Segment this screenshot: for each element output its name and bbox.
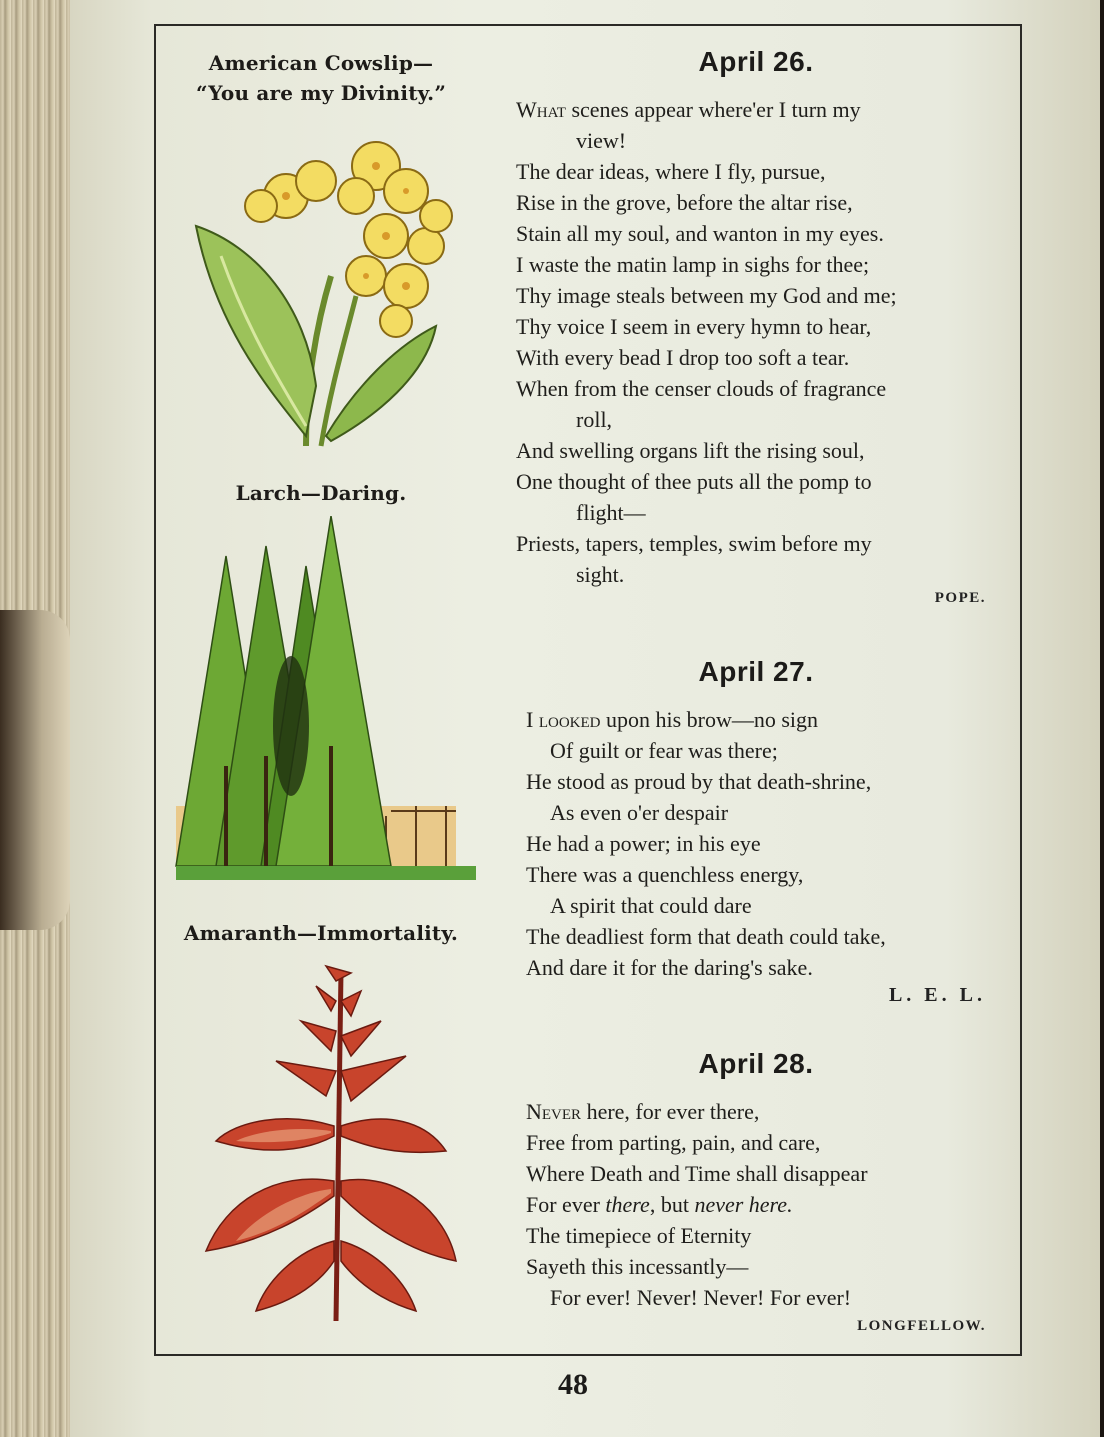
cowslip-caption-line1: American Cowslip— <box>208 51 434 75</box>
poem-line: And swelling organs lift the rising soul, <box>516 438 865 463</box>
poem-line: Thy image steals between my God and me; <box>516 283 897 308</box>
poem-line: When from the censer clouds of fragrance <box>516 376 887 401</box>
poem-line: Never here, for ever there, <box>526 1099 760 1124</box>
book-page <box>70 0 1100 1437</box>
larch-caption: Larch—Daring. <box>235 481 407 505</box>
page-number: 48 <box>558 1368 588 1401</box>
larch-illustration <box>156 516 486 896</box>
poem-april-28 <box>526 1096 1006 1313</box>
poem-line: Priests, tapers, temples, swim before my <box>516 531 872 556</box>
poem-line: Thy voice I seem in every hymn to hear, <box>516 314 872 339</box>
poem-line: The dear ideas, where I fly, pursue, <box>516 159 826 184</box>
poem-line: roll, <box>576 407 613 432</box>
poem-line: As even o'er despair <box>550 800 729 825</box>
poem-line: I looked upon his brow—no sign <box>526 707 819 732</box>
cowslip-caption <box>156 48 486 108</box>
poem-line: sight. <box>576 562 625 587</box>
poem-april-26 <box>516 94 996 590</box>
poem-line: The timepiece of Eternity <box>526 1223 752 1248</box>
page-curl <box>0 610 70 930</box>
entry-date-april-28: April 28. <box>698 1048 814 1079</box>
poem-line: For ever! Never! Never! For ever! <box>550 1285 852 1310</box>
entry-date-april-27: April 27. <box>698 656 814 687</box>
poem-line: view! <box>576 128 627 153</box>
poem-line: There was a quenchless energy, <box>526 862 804 887</box>
amaranth-illustration <box>156 961 486 1331</box>
poem-line: The deadliest form that death could take, <box>526 924 886 949</box>
poem-line: Sayeth this incessantly— <box>526 1254 749 1279</box>
author-lel: L. E. L. <box>888 984 986 1006</box>
poem-line: He had a power; in his eye <box>526 831 761 856</box>
poem-line: He stood as proud by that death-shrine, <box>526 769 872 794</box>
poem-line: Stain all my soul, and wanton in my eyes. <box>516 221 884 246</box>
illustration-column <box>156 26 486 1354</box>
poem-line: What scenes appear where'er I turn my <box>516 97 861 122</box>
cowslip-caption-line2: “You are my Divinity.” <box>195 81 447 105</box>
poem-line: flight— <box>576 500 646 525</box>
text-column <box>516 26 996 1354</box>
poem-line: Free from parting, pain, and care, <box>526 1130 821 1155</box>
poem-line: For ever there, but never here. <box>526 1192 793 1217</box>
poem-line: A spirit that could dare <box>550 893 752 918</box>
author-longfellow: LONGFELLOW. <box>857 1318 986 1334</box>
poem-line: And dare it for the daring's sake. <box>526 955 813 980</box>
amaranth-caption: Amaranth—Immortality. <box>183 921 459 945</box>
poem-line: Rise in the grove, before the altar rise, <box>516 190 853 215</box>
page-border-frame <box>154 24 1022 1356</box>
poem-line: With every bead I drop too soft a tear. <box>516 345 850 370</box>
poem-line: Of guilt or fear was there; <box>550 738 778 763</box>
entry-date-april-26: April 26. <box>698 46 814 77</box>
cowslip-illustration <box>156 136 486 456</box>
author-pope: POPE. <box>934 590 986 606</box>
poem-line: I waste the matin lamp in sighs for thee; <box>516 252 870 277</box>
poem-line: One thought of thee puts all the pomp to <box>516 469 872 494</box>
poem-april-27 <box>526 704 1006 983</box>
poem-line: Where Death and Time shall disappear <box>526 1161 868 1186</box>
